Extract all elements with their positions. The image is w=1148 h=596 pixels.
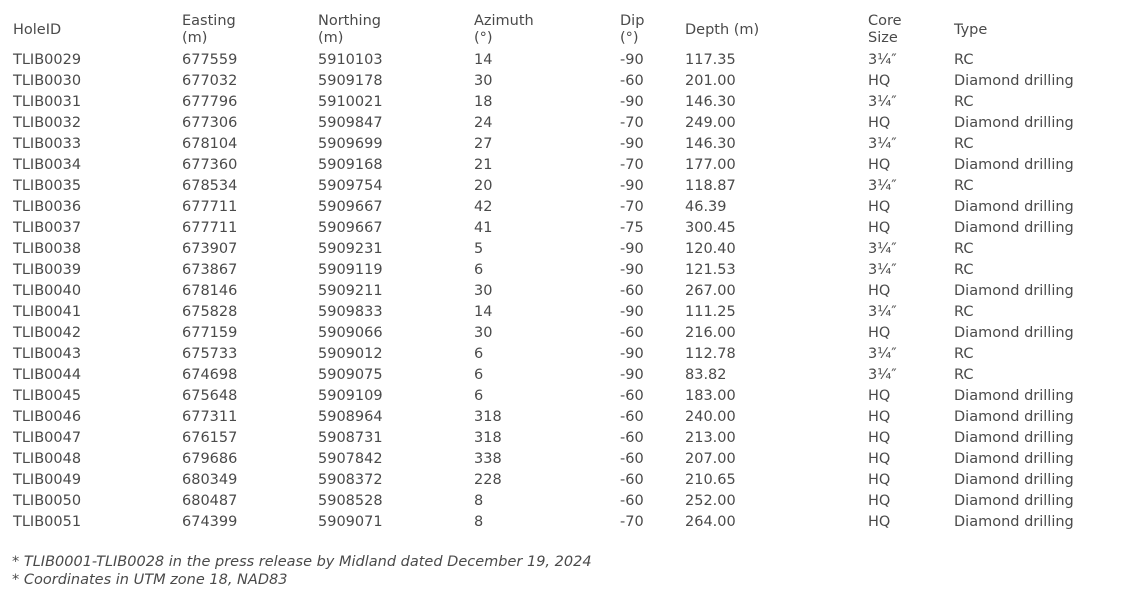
table-row (0, 512, 1148, 533)
depth-cell: 300.45 (685, 220, 736, 236)
dip-cell: -70 (620, 199, 644, 215)
table-row (0, 197, 1148, 218)
table-row (0, 491, 1148, 512)
hole-id-cell: TLIB0035 (13, 178, 82, 194)
table-row (0, 281, 1148, 302)
hole-id-cell: TLIB0049 (13, 472, 82, 488)
easting-cell: 677796 (182, 94, 238, 110)
table-row (0, 470, 1148, 491)
table-row (0, 365, 1148, 386)
azimuth-cell: 6 (474, 262, 484, 278)
azimuth-cell: 18 (474, 94, 493, 110)
type-cell: Diamond drilling (954, 472, 1074, 488)
dip-cell: -90 (620, 52, 644, 68)
core-size-cell: HQ (868, 283, 891, 299)
azimuth-cell: 318 (474, 409, 502, 425)
azimuth-cell: 14 (474, 52, 493, 68)
dip-cell: -60 (620, 73, 644, 89)
core-size-cell: HQ (868, 514, 891, 530)
hole-id-cell: TLIB0041 (13, 304, 82, 320)
northing-cell: 5909699 (318, 136, 383, 152)
hole-id-cell: TLIB0033 (13, 136, 82, 152)
table-row (0, 407, 1148, 428)
hole-id-cell: TLIB0043 (13, 346, 82, 362)
type-cell: RC (954, 304, 974, 320)
core-size-cell: HQ (868, 493, 891, 509)
type-cell: RC (954, 178, 974, 194)
dip-cell: -90 (620, 136, 644, 152)
azimuth-cell: 20 (474, 178, 493, 194)
easting-cell: 680487 (182, 493, 238, 509)
header-label: Type (954, 22, 988, 38)
depth-cell: 201.00 (685, 73, 736, 89)
hole-id-cell: TLIB0029 (13, 52, 82, 68)
depth-cell: 207.00 (685, 451, 736, 467)
type-cell: Diamond drilling (954, 325, 1074, 341)
azimuth-cell: 6 (474, 388, 484, 404)
core-size-cell: 3¼″ (868, 178, 897, 194)
type-cell: Diamond drilling (954, 451, 1074, 467)
core-size-cell: 3¼″ (868, 52, 897, 68)
azimuth-cell: 8 (474, 514, 484, 530)
northing-cell: 5909231 (318, 241, 383, 257)
northing-cell: 5908528 (318, 493, 383, 509)
table-row (0, 449, 1148, 470)
core-size-cell: 3¼″ (868, 94, 897, 110)
header-azimuth (474, 13, 534, 47)
dip-cell: -60 (620, 430, 644, 446)
dip-cell: -60 (620, 388, 644, 404)
table-row (0, 323, 1148, 344)
easting-cell: 677711 (182, 220, 238, 236)
northing-cell: 5909012 (318, 346, 383, 362)
easting-cell: 677032 (182, 73, 238, 89)
table-row (0, 134, 1148, 155)
northing-cell: 5908372 (318, 472, 383, 488)
table-row (0, 260, 1148, 281)
northing-cell: 5909066 (318, 325, 383, 341)
depth-cell: 146.30 (685, 136, 736, 152)
northing-cell: 5910021 (318, 94, 383, 110)
type-cell: Diamond drilling (954, 199, 1074, 215)
depth-cell: 267.00 (685, 283, 736, 299)
northing-cell: 5909168 (318, 157, 383, 173)
type-cell: Diamond drilling (954, 220, 1074, 236)
core-size-cell: HQ (868, 73, 891, 89)
type-cell: Diamond drilling (954, 157, 1074, 173)
dip-cell: -60 (620, 472, 644, 488)
type-cell: Diamond drilling (954, 430, 1074, 446)
header-core-size (868, 13, 902, 47)
easting-cell: 680349 (182, 472, 238, 488)
dip-cell: -70 (620, 157, 644, 173)
header-type (954, 22, 987, 39)
depth-cell: 210.65 (685, 472, 736, 488)
header-label: Azimuth (474, 13, 534, 29)
dip-cell: -75 (620, 220, 644, 236)
depth-cell: 112.78 (685, 346, 736, 362)
table-row (0, 218, 1148, 239)
azimuth-cell: 6 (474, 346, 484, 362)
azimuth-cell: 8 (474, 493, 484, 509)
dip-cell: -90 (620, 367, 644, 383)
hole-id-cell: TLIB0048 (13, 451, 82, 467)
depth-cell: 240.00 (685, 409, 736, 425)
header-easting (182, 13, 236, 47)
northing-cell: 5909754 (318, 178, 383, 194)
easting-cell: 673907 (182, 241, 238, 257)
depth-cell: 120.40 (685, 241, 736, 257)
northing-cell: 5909071 (318, 514, 383, 530)
header-label: Dip (620, 13, 645, 29)
hole-id-cell: TLIB0051 (13, 514, 82, 530)
header-northing (318, 13, 381, 47)
easting-cell: 677311 (182, 409, 238, 425)
dip-cell: -60 (620, 283, 644, 299)
type-cell: Diamond drilling (954, 388, 1074, 404)
core-size-cell: HQ (868, 472, 891, 488)
azimuth-cell: 228 (474, 472, 502, 488)
table-row (0, 92, 1148, 113)
core-size-cell: 3¼″ (868, 346, 897, 362)
dip-cell: -90 (620, 178, 644, 194)
type-cell: Diamond drilling (954, 514, 1074, 530)
table-header (0, 13, 1148, 51)
depth-cell: 177.00 (685, 157, 736, 173)
azimuth-cell: 6 (474, 367, 484, 383)
easting-cell: 678146 (182, 283, 238, 299)
dip-cell: -60 (620, 451, 644, 467)
easting-cell: 675648 (182, 388, 238, 404)
easting-cell: 675733 (182, 346, 238, 362)
table-row (0, 302, 1148, 323)
hole-id-cell: TLIB0050 (13, 493, 82, 509)
hole-id-cell: TLIB0037 (13, 220, 82, 236)
depth-cell: 213.00 (685, 430, 736, 446)
header-unit: (°) (474, 30, 493, 46)
northing-cell: 5910103 (318, 52, 383, 68)
azimuth-cell: 14 (474, 304, 493, 320)
dip-cell: -90 (620, 94, 644, 110)
azimuth-cell: 41 (474, 220, 493, 236)
core-size-cell: 3¼″ (868, 136, 897, 152)
dip-cell: -60 (620, 409, 644, 425)
azimuth-cell: 318 (474, 430, 502, 446)
header-label: Depth (m) (685, 22, 760, 38)
dip-cell: -60 (620, 325, 644, 341)
table-row (0, 428, 1148, 449)
dip-cell: -60 (620, 493, 644, 509)
easting-cell: 676157 (182, 430, 238, 446)
type-cell: RC (954, 367, 974, 383)
header-holeid (13, 22, 61, 39)
core-size-cell: HQ (868, 388, 891, 404)
northing-cell: 5909075 (318, 367, 383, 383)
footnote-coordinates: * Coordinates in UTM zone 18, NAD83 (12, 572, 288, 588)
northing-cell: 5909667 (318, 199, 383, 215)
easting-cell: 677559 (182, 52, 238, 68)
depth-cell: 183.00 (685, 388, 736, 404)
azimuth-cell: 27 (474, 136, 493, 152)
azimuth-cell: 5 (474, 241, 484, 257)
azimuth-cell: 42 (474, 199, 493, 215)
core-size-cell: HQ (868, 325, 891, 341)
easting-cell: 679686 (182, 451, 238, 467)
header-unit: (m) (318, 30, 344, 46)
depth-cell: 249.00 (685, 115, 736, 131)
dip-cell: -90 (620, 304, 644, 320)
depth-cell: 146.30 (685, 94, 736, 110)
header-label: Northing (318, 13, 381, 29)
hole-id-cell: TLIB0032 (13, 115, 82, 131)
easting-cell: 677159 (182, 325, 238, 341)
azimuth-cell: 30 (474, 73, 493, 89)
core-size-cell: HQ (868, 409, 891, 425)
azimuth-cell: 338 (474, 451, 502, 467)
core-size-cell: HQ (868, 430, 891, 446)
table-row (0, 155, 1148, 176)
core-size-cell: 3¼″ (868, 304, 897, 320)
dip-cell: -90 (620, 346, 644, 362)
type-cell: RC (954, 136, 974, 152)
depth-cell: 118.87 (685, 178, 736, 194)
type-cell: RC (954, 346, 974, 362)
table-row (0, 386, 1148, 407)
hole-id-cell: TLIB0036 (13, 199, 82, 215)
table-row (0, 176, 1148, 197)
easting-cell: 677711 (182, 199, 238, 215)
hole-id-cell: TLIB0046 (13, 409, 82, 425)
hole-id-cell: TLIB0047 (13, 430, 82, 446)
northing-cell: 5909211 (318, 283, 383, 299)
easting-cell: 674399 (182, 514, 238, 530)
type-cell: RC (954, 52, 974, 68)
azimuth-cell: 24 (474, 115, 493, 131)
header-unit: (°) (620, 30, 639, 46)
core-size-cell: 3¼″ (868, 241, 897, 257)
hole-id-cell: TLIB0031 (13, 94, 82, 110)
table-row (0, 239, 1148, 260)
table-row (0, 50, 1148, 71)
hole-id-cell: TLIB0042 (13, 325, 82, 341)
type-cell: Diamond drilling (954, 73, 1074, 89)
easting-cell: 678104 (182, 136, 238, 152)
dip-cell: -90 (620, 262, 644, 278)
northing-cell: 5909833 (318, 304, 383, 320)
type-cell: Diamond drilling (954, 493, 1074, 509)
easting-cell: 678534 (182, 178, 238, 194)
dip-cell: -70 (620, 514, 644, 530)
azimuth-cell: 21 (474, 157, 493, 173)
header-label: Core (868, 13, 902, 29)
easting-cell: 673867 (182, 262, 238, 278)
azimuth-cell: 30 (474, 283, 493, 299)
depth-cell: 264.00 (685, 514, 736, 530)
hole-id-cell: TLIB0044 (13, 367, 82, 383)
core-size-cell: 3¼″ (868, 367, 897, 383)
core-size-cell: HQ (868, 157, 891, 173)
table-row (0, 71, 1148, 92)
core-size-cell: HQ (868, 115, 891, 131)
header-unit: Size (868, 30, 898, 46)
easting-cell: 677360 (182, 157, 238, 173)
hole-id-cell: TLIB0039 (13, 262, 82, 278)
footnotes (12, 553, 592, 589)
depth-cell: 121.53 (685, 262, 736, 278)
core-size-cell: HQ (868, 199, 891, 215)
header-label: HoleID (13, 22, 62, 38)
hole-id-cell: TLIB0040 (13, 283, 82, 299)
dip-cell: -90 (620, 241, 644, 257)
table-body (0, 50, 1148, 533)
core-size-cell: 3¼″ (868, 262, 897, 278)
hole-id-cell: TLIB0038 (13, 241, 82, 257)
easting-cell: 677306 (182, 115, 238, 131)
hole-id-cell: TLIB0034 (13, 157, 82, 173)
northing-cell: 5909119 (318, 262, 383, 278)
depth-cell: 216.00 (685, 325, 736, 341)
northing-cell: 5907842 (318, 451, 383, 467)
hole-id-cell: TLIB0030 (13, 73, 82, 89)
table-row (0, 113, 1148, 134)
dip-cell: -70 (620, 115, 644, 131)
depth-cell: 252.00 (685, 493, 736, 509)
depth-cell: 117.35 (685, 52, 736, 68)
hole-id-cell: TLIB0045 (13, 388, 82, 404)
header-label: Easting (182, 13, 236, 29)
northing-cell: 5909178 (318, 73, 383, 89)
northing-cell: 5908964 (318, 409, 383, 425)
type-cell: Diamond drilling (954, 283, 1074, 299)
header-dip (620, 13, 644, 47)
type-cell: Diamond drilling (954, 115, 1074, 131)
northing-cell: 5908731 (318, 430, 383, 446)
type-cell: Diamond drilling (954, 409, 1074, 425)
azimuth-cell: 30 (474, 325, 493, 341)
header-depth (685, 22, 759, 39)
type-cell: RC (954, 94, 974, 110)
northing-cell: 5909109 (318, 388, 383, 404)
depth-cell: 111.25 (685, 304, 736, 320)
core-size-cell: HQ (868, 220, 891, 236)
type-cell: RC (954, 241, 974, 257)
header-unit: (m) (182, 30, 208, 46)
northing-cell: 5909847 (318, 115, 383, 131)
footnote-press-release: * TLIB0001-TLIB0028 in the press release by Midland dated December 19, 2024 (12, 554, 592, 570)
table-row (0, 344, 1148, 365)
easting-cell: 675828 (182, 304, 238, 320)
northing-cell: 5909667 (318, 220, 383, 236)
core-size-cell: HQ (868, 451, 891, 467)
easting-cell: 674698 (182, 367, 238, 383)
depth-cell: 46.39 (685, 199, 727, 215)
depth-cell: 83.82 (685, 367, 727, 383)
type-cell: RC (954, 262, 974, 278)
